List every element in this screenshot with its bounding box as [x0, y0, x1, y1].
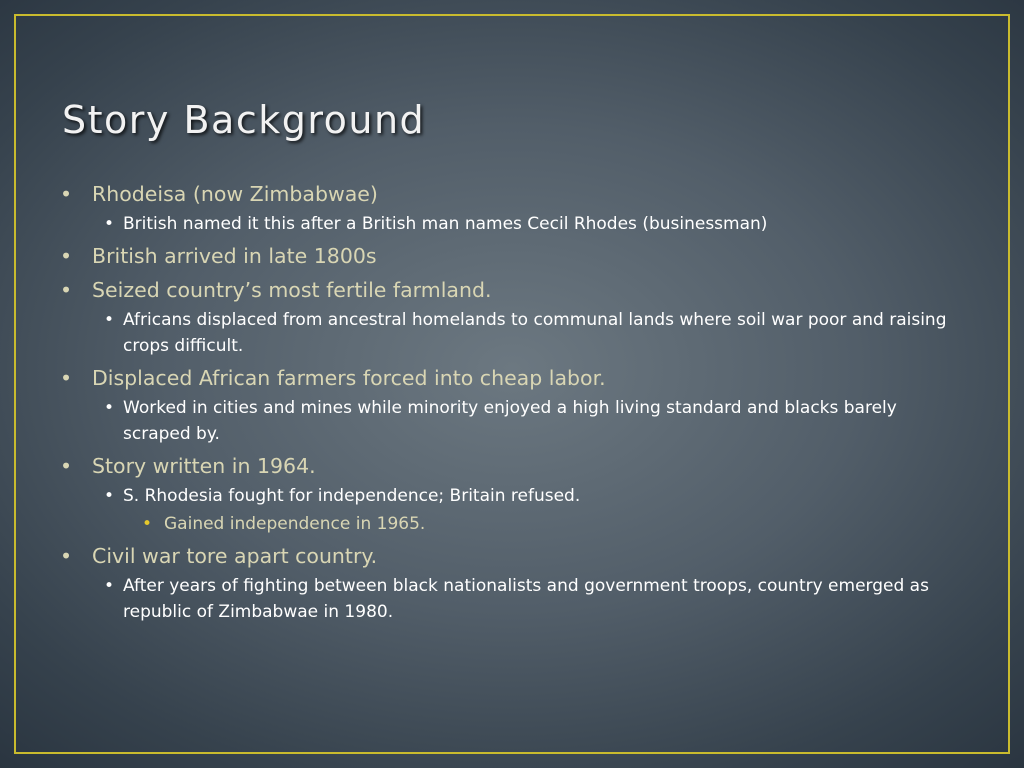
sub-bullet-item	[60, 483, 960, 509]
bullet-dot-icon: •	[142, 514, 153, 534]
sub-bullet-item	[60, 211, 960, 237]
bullet-text: British named it this after a British man names Cecil Rhodes (businessman)	[123, 214, 768, 234]
bullet-dot-icon: •	[60, 278, 73, 302]
bullet-list	[60, 180, 960, 625]
bullet-text: Worked in cities and mines while minority enjoyed a high living standard and blacks barely scraped by.	[123, 398, 897, 444]
sub-sub-bullet-item	[60, 511, 960, 537]
bullet-dot-icon: •	[60, 244, 73, 268]
bullet-dot-icon: •	[104, 576, 115, 596]
bullet-text: Civil war tore apart country.	[92, 544, 378, 568]
bullet-dot-icon: •	[104, 398, 115, 418]
bullet-dot-icon: •	[104, 486, 115, 506]
bullet-item	[60, 542, 960, 571]
bullet-item	[60, 276, 960, 305]
bullet-text: Gained independence in 1965.	[164, 514, 426, 534]
bullet-dot-icon: •	[60, 544, 73, 568]
bullet-text: Displaced African farmers forced into cheap labor.	[92, 366, 606, 390]
bullet-item	[60, 180, 960, 209]
bullet-dot-icon: •	[60, 454, 73, 478]
bullet-text: S. Rhodesia fought for independence; Britain refused.	[123, 486, 581, 506]
bullet-text: Story written in 1964.	[92, 454, 316, 478]
sub-bullet-item	[60, 307, 960, 359]
bullet-item	[60, 452, 960, 481]
bullet-text: Rhodeisa (now Zimbabwae)	[92, 182, 378, 206]
bullet-text: Seized country’s most fertile farmland.	[92, 278, 492, 302]
bullet-item	[60, 242, 960, 271]
bullet-dot-icon: •	[60, 182, 73, 206]
bullet-item	[60, 364, 960, 393]
bullet-text: After years of fighting between black nationalists and government troops, country emerged as republic of Zimbabwae in 1980.	[123, 576, 929, 622]
bullet-dot-icon: •	[60, 366, 73, 390]
bullet-dot-icon: •	[104, 214, 115, 234]
bullet-text: British arrived in late 1800s	[92, 244, 377, 268]
slide-title: Story Background	[62, 98, 426, 142]
bullet-dot-icon: •	[104, 310, 115, 330]
sub-bullet-item	[60, 395, 960, 447]
bullet-text: Africans displaced from ancestral homelands to communal lands where soil war poor and raising crops difficult.	[123, 310, 947, 356]
sub-bullet-item	[60, 573, 960, 625]
